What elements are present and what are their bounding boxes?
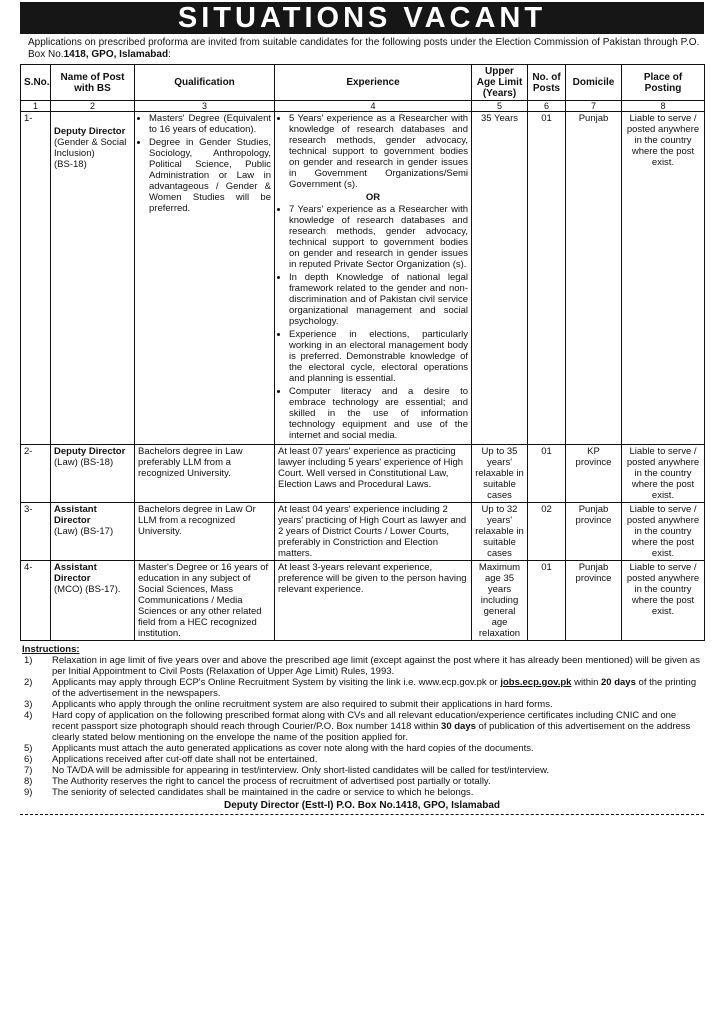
- header-row: [21, 65, 705, 101]
- header-sno: S.No.: [21, 65, 51, 101]
- row-age: Up to 32 years' relaxable in suitable cases: [472, 503, 528, 561]
- list-item: • In depth Knowledge of national legal framework related to the gender and non-discrimination and of Pakistan civil service organizational management and social psychology.: [289, 272, 468, 327]
- table-row: [21, 503, 705, 561]
- cut-line: [20, 814, 704, 815]
- table-row: [21, 112, 705, 445]
- col-number: 6: [528, 101, 566, 112]
- post-subtitle: (Gender & Social Inclusion): [54, 137, 127, 159]
- row-posts: 01: [528, 112, 566, 445]
- instruction-item: 2) Applicants may apply through ECP's Online Recruitment System by visiting the link i.e. www.ecp.gov.pk or jobs.ecp.gov.pk within 20 days of the printing of the advertisement in the newspapers.: [24, 677, 697, 699]
- header-place: Place of Posting: [622, 65, 705, 101]
- post-title: Deputy Director: [54, 126, 126, 137]
- row-sno: 3-: [21, 503, 51, 561]
- list-item: • 5 Years' experience as a Researcher with knowledge of research databases and research methods, gender advocacy, technical support to government bodies on gender and research in gender issues in Government Organizations/Semi Government (s).: [289, 113, 468, 190]
- list-item: • Masters' Degree (Equivalent to 16 years of education).: [149, 113, 271, 135]
- table-row: [21, 561, 705, 641]
- header-age: Upper Age Limit (Years): [472, 65, 528, 101]
- header-domicile: Domicile: [566, 65, 622, 101]
- header-posts: No. of Posts: [528, 65, 566, 101]
- row-domicile: Punjab province: [566, 503, 622, 561]
- row-post: [51, 445, 135, 503]
- row-domicile: Punjab province: [566, 561, 622, 641]
- banner-title: SITUATIONS VACANT: [20, 2, 704, 34]
- row-sno: 2-: [21, 445, 51, 503]
- row-post: [51, 112, 135, 445]
- post-title: Deputy Director: [54, 446, 126, 457]
- jobs-link[interactable]: jobs.ecp.gov.pk: [500, 677, 572, 688]
- list-item: • Experience in elections, particularly working in an electoral management body is preferred. Demonstrable knowledge of the electoral cycle, electoral operations and planning is essential.: [289, 329, 468, 384]
- row-experience: [275, 112, 472, 445]
- instructions-heading: Instructions:: [22, 644, 80, 655]
- col-number: 3: [135, 101, 275, 112]
- instruction-item: 5) Applicants must attach the auto generated applications as cover note along with the hard copies of the documents.: [24, 743, 534, 754]
- instruction-item: 3) Applicants who apply through the online recruitment system are also required to submit their applications in hard forms.: [24, 699, 553, 710]
- header-post: Name of Post with BS: [51, 65, 135, 101]
- instruction-item: 8) The Authority reserves the right to cancel the process of recruitment of advertised post partially or totally.: [24, 776, 491, 787]
- row-posts: 01: [528, 561, 566, 641]
- row-age: Up to 35 years' relaxable in suitable cases: [472, 445, 528, 503]
- row-domicile: KP province: [566, 445, 622, 503]
- posts-table: [20, 64, 705, 641]
- header-experience: Experience: [275, 65, 472, 101]
- table-row: [21, 445, 705, 503]
- instruction-item: 4) Hard copy of application on the following prescribed format along with CVs and all relevant education/experience certificates including CNIC and one recent passport size photograph should reach through Courier/P.O. Box number 1418 within 30 days of publication of this advertisement on the address clearly stated below mentioning on the envelope the name of the position applied for.: [24, 710, 691, 743]
- post-bs: (BS-18): [54, 159, 87, 170]
- instruction-item: 9) The seniority of selected candidates shall be maintained in the cadre or service to which he belongs.: [24, 787, 474, 798]
- intro-text: Applications on prescribed proforma are invited from suitable candidates for the following posts under the Election Commission of Pakistan through P.O. Box No.1418, GPO, Islamabad:: [28, 37, 700, 60]
- header-qualification: Qualification: [135, 65, 275, 101]
- col-number: 5: [472, 101, 528, 112]
- row-qualification: Bachelors degree in Law preferably LLM from a recognized University.: [135, 445, 275, 503]
- col-number: 2: [51, 101, 135, 112]
- row-post: [51, 503, 135, 561]
- row-experience: At least 07 years' experience as practicing lawyer including 5 years' experience of High Court. Well versed in Constitutional Law, Election Laws and Procedural Laws.: [275, 445, 472, 503]
- row-sno: 4-: [21, 561, 51, 641]
- row-qualification: Bachelors degree in Law Or LLM from a recognized University.: [135, 503, 275, 561]
- advertisement-page: [20, 0, 704, 1024]
- footer-address: Deputy Director (Estt-I) P.O. Box No.1418, GPO, Islamabad: [223, 800, 500, 811]
- row-sno: 1-: [21, 112, 51, 445]
- row-post: [51, 561, 135, 641]
- or-separator: OR: [365, 192, 381, 203]
- post-title: Assistant Director: [54, 562, 97, 584]
- row-place: Liable to serve / posted anywhere in the country where the post exist.: [622, 561, 705, 641]
- col-number: 8: [622, 101, 705, 112]
- list-item: • Computer literacy and a desire to embrace technology are essential; and skilled in the use of information technology equipment and use of the internet and social media.: [289, 386, 468, 441]
- row-domicile: Punjab: [566, 112, 622, 445]
- instruction-item: 1) Relaxation in age limit of five years over and above the prescribed age limit (except against the post where it has already been mentioned) will be given as per Initial Appointment to Civil Posts (Relaxation of Upper Age Limit) Rules, 1993.: [24, 655, 700, 677]
- col-number: 4: [275, 101, 472, 112]
- instructions-section: [20, 644, 704, 798]
- post-subtitle: (Law) (BS-18): [54, 457, 114, 468]
- post-subtitle: (Law) (BS-17): [54, 526, 114, 537]
- post-subtitle: (MCO) (BS-17).: [54, 584, 121, 595]
- list-item: • Degree in Gender Studies, Sociology, Anthropology, Political Science, Public Administration or Law in advantageous / Gender & Women Studies will be preferred.: [149, 137, 271, 214]
- row-qualification: [135, 112, 275, 445]
- row-place: Liable to serve / posted anywhere in the country where the post exist.: [622, 503, 705, 561]
- row-posts: 01: [528, 445, 566, 503]
- column-number-row: [21, 101, 705, 112]
- post-title: Assistant Director: [54, 504, 97, 526]
- row-age: Maximum age 35 years including general age relaxation: [472, 561, 528, 641]
- row-place: Liable to serve / posted anywhere in the country where the post exist.: [622, 112, 705, 445]
- instruction-item: 7) No TA/DA will be admissible for appearing in test/interview. Only short-listed candidates will be called for test/interview.: [24, 765, 550, 776]
- row-age: 35 Years: [472, 112, 528, 445]
- col-number: 1: [21, 101, 51, 112]
- row-experience: At least 3-years relevant experience, preference will be given to the person having relevant experience.: [275, 561, 472, 641]
- list-item: • 7 Years' experience as a Researcher with knowledge of research databases and research methods, gender advocacy, technical support to government bodies on gender and research in gender issues in reputed Private Sector Organization (s).: [289, 204, 468, 270]
- col-number: 7: [566, 101, 622, 112]
- row-experience: At least 04 years' experience including 2 years' practicing of High Court as lawyer and 2 years of District Courts / Lower Courts, preferably in Constriction and Election matters.: [275, 503, 472, 561]
- row-posts: 02: [528, 503, 566, 561]
- row-qualification: Master's Degree or 16 years of education in any subject of Social Sciences, Mass Communications / Media Sciences or any other related field from a HEC recognized institution.: [135, 561, 275, 641]
- row-place: Liable to serve / posted anywhere in the country where the post exist.: [622, 445, 705, 503]
- instruction-item: 6) Applications received after cut-off date shall not be entertained.: [24, 754, 318, 765]
